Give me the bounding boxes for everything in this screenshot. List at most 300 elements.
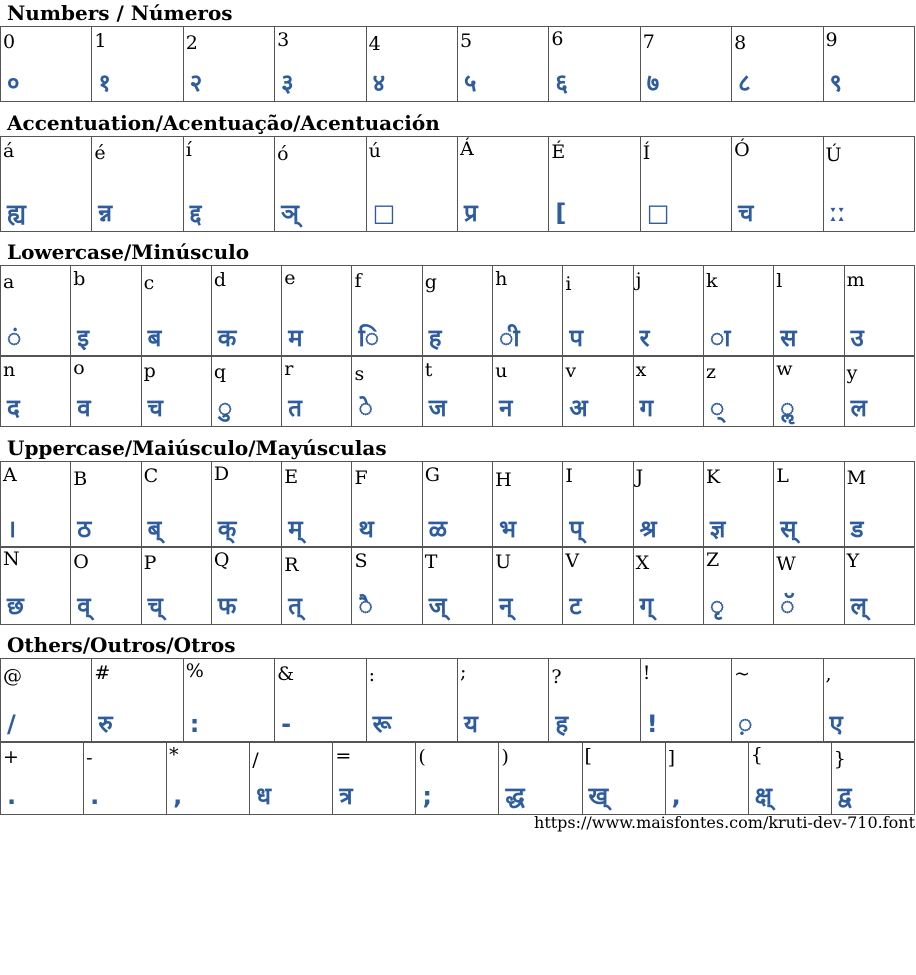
glyph-sample: ह: [555, 710, 569, 738]
glyph-sample: ु: [217, 394, 233, 422]
key-label: ~: [734, 663, 751, 685]
key-label: 0: [3, 31, 16, 53]
key-label: 4: [368, 33, 381, 55]
glyph-sample: द्द: [189, 199, 202, 227]
glyph-sample: त: [288, 394, 302, 422]
key-label: q: [213, 361, 227, 383]
glyph-cell: [732, 27, 823, 102]
glyph-sample: ि: [358, 324, 379, 352]
key-label: L: [776, 465, 789, 487]
glyph-cell: [1, 462, 71, 548]
key-label: É: [551, 141, 566, 163]
glyph-sample: ्: [709, 394, 725, 422]
glyph-sample: क्: [217, 515, 237, 543]
key-label: i: [565, 273, 572, 295]
glyph-sample: ा: [709, 324, 731, 352]
key-label: b: [73, 268, 86, 290]
glyph-cell: [457, 27, 548, 102]
key-label: E: [284, 466, 299, 488]
glyph-cell: [774, 547, 844, 625]
key-label: y: [846, 362, 858, 384]
glyph-sample: ख्: [588, 782, 609, 810]
key-label: 9: [825, 29, 838, 51]
key-label: 5: [459, 30, 473, 52]
glyph-sample: म: [288, 324, 303, 352]
key-label: #: [94, 662, 111, 684]
glyph-cell: [844, 462, 914, 548]
glyph-cell: [1, 659, 92, 743]
key-label: N: [3, 548, 20, 570]
glyph-cell: [732, 659, 823, 743]
glyph-cell: [748, 742, 831, 815]
glyph-cell: [275, 27, 366, 102]
glyph-sample: छ: [7, 592, 24, 620]
glyph-cell: [703, 356, 773, 427]
key-label: /: [252, 749, 259, 771]
key-label: G: [424, 464, 440, 486]
glyph-cell: [71, 266, 141, 357]
key-label: w: [776, 358, 793, 380]
glyph-cell: [183, 137, 274, 232]
key-label: P: [143, 552, 157, 574]
glyph-sample: ज्: [428, 592, 447, 620]
glyph-cell: [774, 266, 844, 357]
glyph-cell: [275, 659, 366, 743]
glyph-sample: ग्: [639, 592, 654, 620]
glyph-sample: म्: [288, 515, 303, 543]
glyph-sample: र: [639, 324, 650, 352]
glyph-cell: [211, 462, 281, 548]
glyph-row: [1, 27, 915, 102]
key-label: h: [495, 268, 508, 290]
glyph-sample: -: [281, 710, 292, 738]
glyph-row: [1, 137, 915, 232]
glyph-cell: [844, 266, 914, 357]
glyph-cell: [665, 742, 748, 815]
glyph-row: [1, 547, 915, 625]
glyph-sample: /: [7, 710, 16, 738]
glyph-sample: ै: [358, 592, 373, 620]
glyph-cell: [352, 356, 422, 427]
section-title-numbers: Numbers / Números: [7, 1, 233, 25]
glyph-cell: [71, 547, 141, 625]
key-label: X: [635, 552, 650, 574]
glyph-cell: [211, 356, 281, 427]
glyph-cell: [352, 462, 422, 548]
glyph-cell: [633, 356, 703, 427]
glyph-cell: [84, 742, 167, 815]
glyph-cell: [1, 266, 71, 357]
glyph-cell: [422, 462, 492, 548]
glyph-row: [1, 356, 915, 427]
glyph-sample: न: [499, 394, 513, 422]
glyph-cell: [844, 356, 914, 427]
glyph-cell: [703, 462, 773, 548]
glyph-cell: [640, 659, 731, 743]
glyph-cell: [92, 137, 183, 232]
glyph-sample: .: [90, 782, 100, 810]
glyph-sample: □: [646, 199, 670, 227]
glyph-sample: ह: [428, 324, 442, 352]
glyph-cell: [352, 266, 422, 357]
glyph-cell: [493, 356, 563, 427]
glyph-cell: [499, 742, 582, 815]
key-label: í: [185, 139, 192, 161]
glyph-row: [1, 462, 915, 548]
glyph-cell: [366, 659, 457, 743]
key-label: Q: [213, 549, 230, 571]
glyph-sample: ,: [671, 782, 681, 810]
glyph-sample: ृ: [709, 592, 725, 620]
glyph-sample: ब: [147, 324, 162, 352]
key-label: K: [705, 466, 721, 488]
glyph-cell: [92, 27, 183, 102]
glyph-cell: [183, 27, 274, 102]
glyph-sample: ह्य: [7, 199, 26, 227]
key-label: Y: [846, 550, 860, 572]
key-label: é: [94, 142, 106, 164]
key-label: Z: [705, 549, 720, 571]
glyph-sample: न्: [499, 592, 513, 620]
glyph-cell: [549, 659, 640, 743]
key-label: F: [354, 467, 368, 489]
key-label: S: [354, 550, 368, 572]
glyph-sample: द्व: [837, 782, 852, 810]
glyph-cell: [633, 462, 703, 548]
glyph-cell: [141, 266, 211, 357]
glyph-sample: प्र: [463, 199, 478, 227]
glyph-sample: ४: [372, 69, 386, 97]
glyph-cell: [422, 547, 492, 625]
key-label: {: [750, 744, 763, 766]
glyph-sample: द: [7, 394, 20, 422]
glyph-cell: [1, 742, 84, 815]
glyph-cell: [549, 137, 640, 232]
glyph-sample: द्ध: [505, 782, 525, 810]
glyph-sample: ी: [499, 324, 520, 352]
key-label: U: [495, 551, 512, 573]
key-label: *: [169, 744, 179, 766]
key-label: n: [3, 359, 16, 381]
glyph-sample: ल्: [850, 592, 867, 620]
glyph-sample: श्र: [639, 515, 657, 543]
glyph-sample: च्: [147, 592, 163, 620]
glyph-cell: [493, 462, 563, 548]
section-title-uppercase: Uppercase/Maiúsculo/Mayúsculas: [7, 436, 387, 460]
glyph-cell: [366, 27, 457, 102]
glyph-sample: स: [780, 324, 797, 352]
key-label: +: [3, 746, 19, 768]
glyph-sample: :: [189, 710, 200, 738]
key-label: (: [418, 746, 426, 768]
key-label: 7: [642, 31, 655, 53]
key-label: x: [635, 359, 647, 381]
key-label: v: [565, 360, 577, 382]
glyph-cell: [457, 137, 548, 232]
glyph-sample: ७: [646, 69, 660, 97]
glyph-sample: ं: [7, 324, 22, 352]
glyph-sample: क: [217, 324, 237, 352]
glyph-sample: ;: [422, 782, 432, 810]
key-label: I: [565, 465, 573, 487]
glyph-cell: [282, 547, 352, 625]
glyph-sample: ट: [569, 592, 582, 620]
glyph-sample: ॅ: [780, 592, 795, 620]
key-label: d: [213, 269, 227, 291]
glyph-cell: [92, 659, 183, 743]
glyph-cell: [282, 462, 352, 548]
key-label: p: [143, 360, 156, 382]
glyph-cell: [167, 742, 250, 815]
glyph-sample: उ: [850, 324, 864, 352]
glyph-sample: े: [358, 394, 373, 422]
key-label: k: [705, 270, 718, 292]
glyph-sample: रू: [372, 710, 392, 738]
key-label: l: [776, 270, 783, 292]
glyph-cell: [457, 659, 548, 743]
key-label: ,: [825, 663, 832, 685]
glyph-sample: !: [646, 710, 658, 738]
key-label: M: [846, 467, 867, 489]
key-label: [: [584, 745, 592, 767]
glyph-cell: [823, 27, 914, 102]
glyph-cell: [333, 742, 416, 815]
glyph-cell: [549, 27, 640, 102]
glyph-cell: [493, 547, 563, 625]
key-label: ;: [459, 661, 467, 683]
key-label: c: [143, 272, 155, 294]
glyph-sample: १: [98, 69, 111, 97]
glyph-sample: ।: [7, 515, 17, 543]
glyph-sample: प्: [569, 515, 584, 543]
glyph-sample: ध: [256, 782, 271, 810]
key-label: m: [846, 269, 865, 291]
key-label: o: [73, 357, 85, 379]
glyph-sample: ए: [829, 710, 843, 738]
glyph-cell: [1, 547, 71, 625]
glyph-sample: भ: [499, 515, 516, 543]
source-url: https://www.maisfontes.com/kruti-dev-710.font: [534, 813, 915, 832]
section-title-lowercase: Lowercase/Minúsculo: [7, 240, 250, 264]
glyph-sample: ल: [850, 394, 867, 422]
key-label: B: [73, 468, 88, 490]
key-label: ): [501, 746, 509, 768]
key-label: -: [86, 747, 93, 769]
glyph-sample: च: [738, 199, 754, 227]
key-label: Ú: [825, 144, 842, 166]
key-label: :: [368, 664, 375, 686]
glyph-sample: [: [555, 199, 567, 227]
glyph-cell: [422, 266, 492, 357]
key-label: R: [284, 554, 299, 576]
glyph-cell: [422, 356, 492, 427]
glyph-sample: ज: [428, 394, 447, 422]
glyph-cell: [563, 266, 633, 357]
glyph-sample: .: [7, 782, 17, 810]
glyph-cell: [141, 462, 211, 548]
key-label: J: [635, 466, 644, 488]
glyph-sample: स्: [780, 515, 797, 543]
key-label: ]: [667, 747, 676, 769]
glyph-cell: [774, 462, 844, 548]
glyph-cell: [416, 742, 499, 815]
glyph-sample: रु: [98, 710, 113, 738]
glyph-cell: [71, 356, 141, 427]
key-label: Á: [459, 138, 474, 160]
glyph-sample: च: [147, 394, 163, 422]
key-label: ú: [368, 140, 381, 162]
glyph-cell: [275, 137, 366, 232]
glyph-cell: [71, 462, 141, 548]
glyph-sample: क्ष्: [754, 782, 772, 810]
glyph-sample: ०: [7, 69, 20, 97]
key-label: H: [495, 469, 512, 491]
key-label: ó: [277, 143, 289, 165]
glyph-cell: [633, 547, 703, 625]
glyph-table: [0, 461, 915, 548]
glyph-sample: ९: [829, 69, 842, 97]
glyph-cell: [703, 547, 773, 625]
glyph-cell: [703, 266, 773, 357]
key-label: á: [3, 140, 15, 162]
key-label: %: [185, 660, 204, 682]
key-label: &: [277, 663, 295, 685]
key-label: }: [833, 748, 846, 770]
key-label: W: [776, 553, 796, 575]
key-label: 1: [94, 30, 107, 52]
glyph-sample: व: [77, 394, 91, 422]
glyph-sample: ठ: [77, 515, 92, 543]
key-label: z: [705, 361, 716, 383]
glyph-sample: ड: [850, 515, 864, 543]
glyph-table: [0, 546, 915, 625]
glyph-sample: ५: [463, 69, 477, 97]
glyph-sample: □: [372, 199, 396, 227]
glyph-row: [1, 659, 915, 743]
glyph-cell: [823, 659, 914, 743]
key-label: =: [335, 745, 352, 767]
glyph-cell: [640, 27, 731, 102]
glyph-cell: [282, 356, 352, 427]
key-label: T: [424, 551, 438, 573]
glyph-cell: [582, 742, 665, 815]
glyph-cell: [563, 462, 633, 548]
glyph-table: [0, 26, 915, 102]
glyph-cell: [141, 356, 211, 427]
glyph-cell: [250, 742, 333, 815]
glyph-cell: [732, 137, 823, 232]
key-label: A: [3, 464, 17, 486]
key-label: Í: [642, 142, 651, 164]
glyph-sample: व्: [77, 592, 91, 620]
key-label: 8: [734, 32, 747, 54]
key-label: r: [284, 358, 294, 380]
glyph-sample: ़: [738, 710, 753, 738]
glyph-sample: ळ: [428, 515, 448, 543]
glyph-sample: थ: [358, 515, 374, 543]
glyph-sample: न्न: [98, 199, 113, 227]
key-label: 3: [277, 29, 290, 51]
glyph-sample: प: [569, 324, 584, 352]
glyph-sample: ,: [173, 782, 183, 810]
glyph-sample: फ: [217, 592, 237, 620]
glyph-sample: २: [189, 69, 203, 97]
glyph-cell: [831, 742, 914, 815]
glyph-row: [1, 742, 915, 815]
glyph-cell: [823, 137, 914, 232]
glyph-sample: ८: [738, 69, 751, 97]
glyph-cell: [563, 356, 633, 427]
key-label: s: [354, 363, 365, 385]
key-label: V: [565, 550, 580, 572]
key-label: j: [635, 269, 642, 291]
glyph-sample: इ: [77, 324, 90, 352]
glyph-sample: ब्: [147, 515, 162, 543]
key-label: O: [73, 551, 89, 573]
glyph-sample: ३: [281, 69, 294, 97]
key-label: f: [354, 270, 362, 292]
key-label: !: [642, 662, 651, 684]
glyph-sample: य: [463, 710, 478, 738]
glyph-cell: [211, 266, 281, 357]
section-title-others: Others/Outros/Otros: [7, 633, 236, 657]
glyph-sample: ॢ: [780, 394, 795, 422]
glyph-sample: ञ्: [281, 199, 299, 227]
glyph-cell: [640, 137, 731, 232]
glyph-sample: ग: [639, 394, 654, 422]
glyph-table: [0, 741, 915, 815]
key-label: e: [284, 267, 296, 289]
key-label: ?: [551, 666, 562, 688]
glyph-table: [0, 658, 915, 743]
glyph-cell: [282, 266, 352, 357]
glyph-cell: [844, 547, 914, 625]
glyph-cell: [633, 266, 703, 357]
glyph-cell: [1, 356, 71, 427]
glyph-sample: त्र: [339, 782, 353, 810]
glyph-cell: [774, 356, 844, 427]
glyph-cell: [366, 137, 457, 232]
key-label: 2: [185, 32, 198, 54]
glyph-cell: [211, 547, 281, 625]
glyph-cell: [183, 659, 274, 743]
glyph-cell: [1, 27, 92, 102]
glyph-table: [0, 355, 915, 427]
glyph-cell: [1, 137, 92, 232]
glyph-cell: [563, 547, 633, 625]
key-label: Ó: [734, 139, 750, 161]
key-label: C: [143, 465, 159, 487]
key-label: a: [3, 271, 15, 293]
glyph-cell: [352, 547, 422, 625]
glyph-sample: ६: [555, 69, 568, 97]
key-label: D: [213, 463, 230, 485]
key-label: g: [424, 271, 437, 293]
glyph-cell: [493, 266, 563, 357]
glyph-sample: अ: [569, 394, 588, 422]
glyph-sample: त्: [288, 592, 302, 620]
key-label: u: [495, 360, 508, 382]
key-label: @: [3, 665, 22, 687]
key-label: t: [424, 359, 433, 381]
section-title-accents: Accentuation/Acentuação/Acentuación: [7, 111, 440, 135]
glyph-table: [0, 265, 915, 357]
glyph-sample: ज्ञ: [709, 515, 726, 543]
glyph-table: [0, 136, 915, 232]
glyph-row: [1, 266, 915, 357]
key-label: 6: [551, 28, 564, 50]
glyph-cell: [141, 547, 211, 625]
